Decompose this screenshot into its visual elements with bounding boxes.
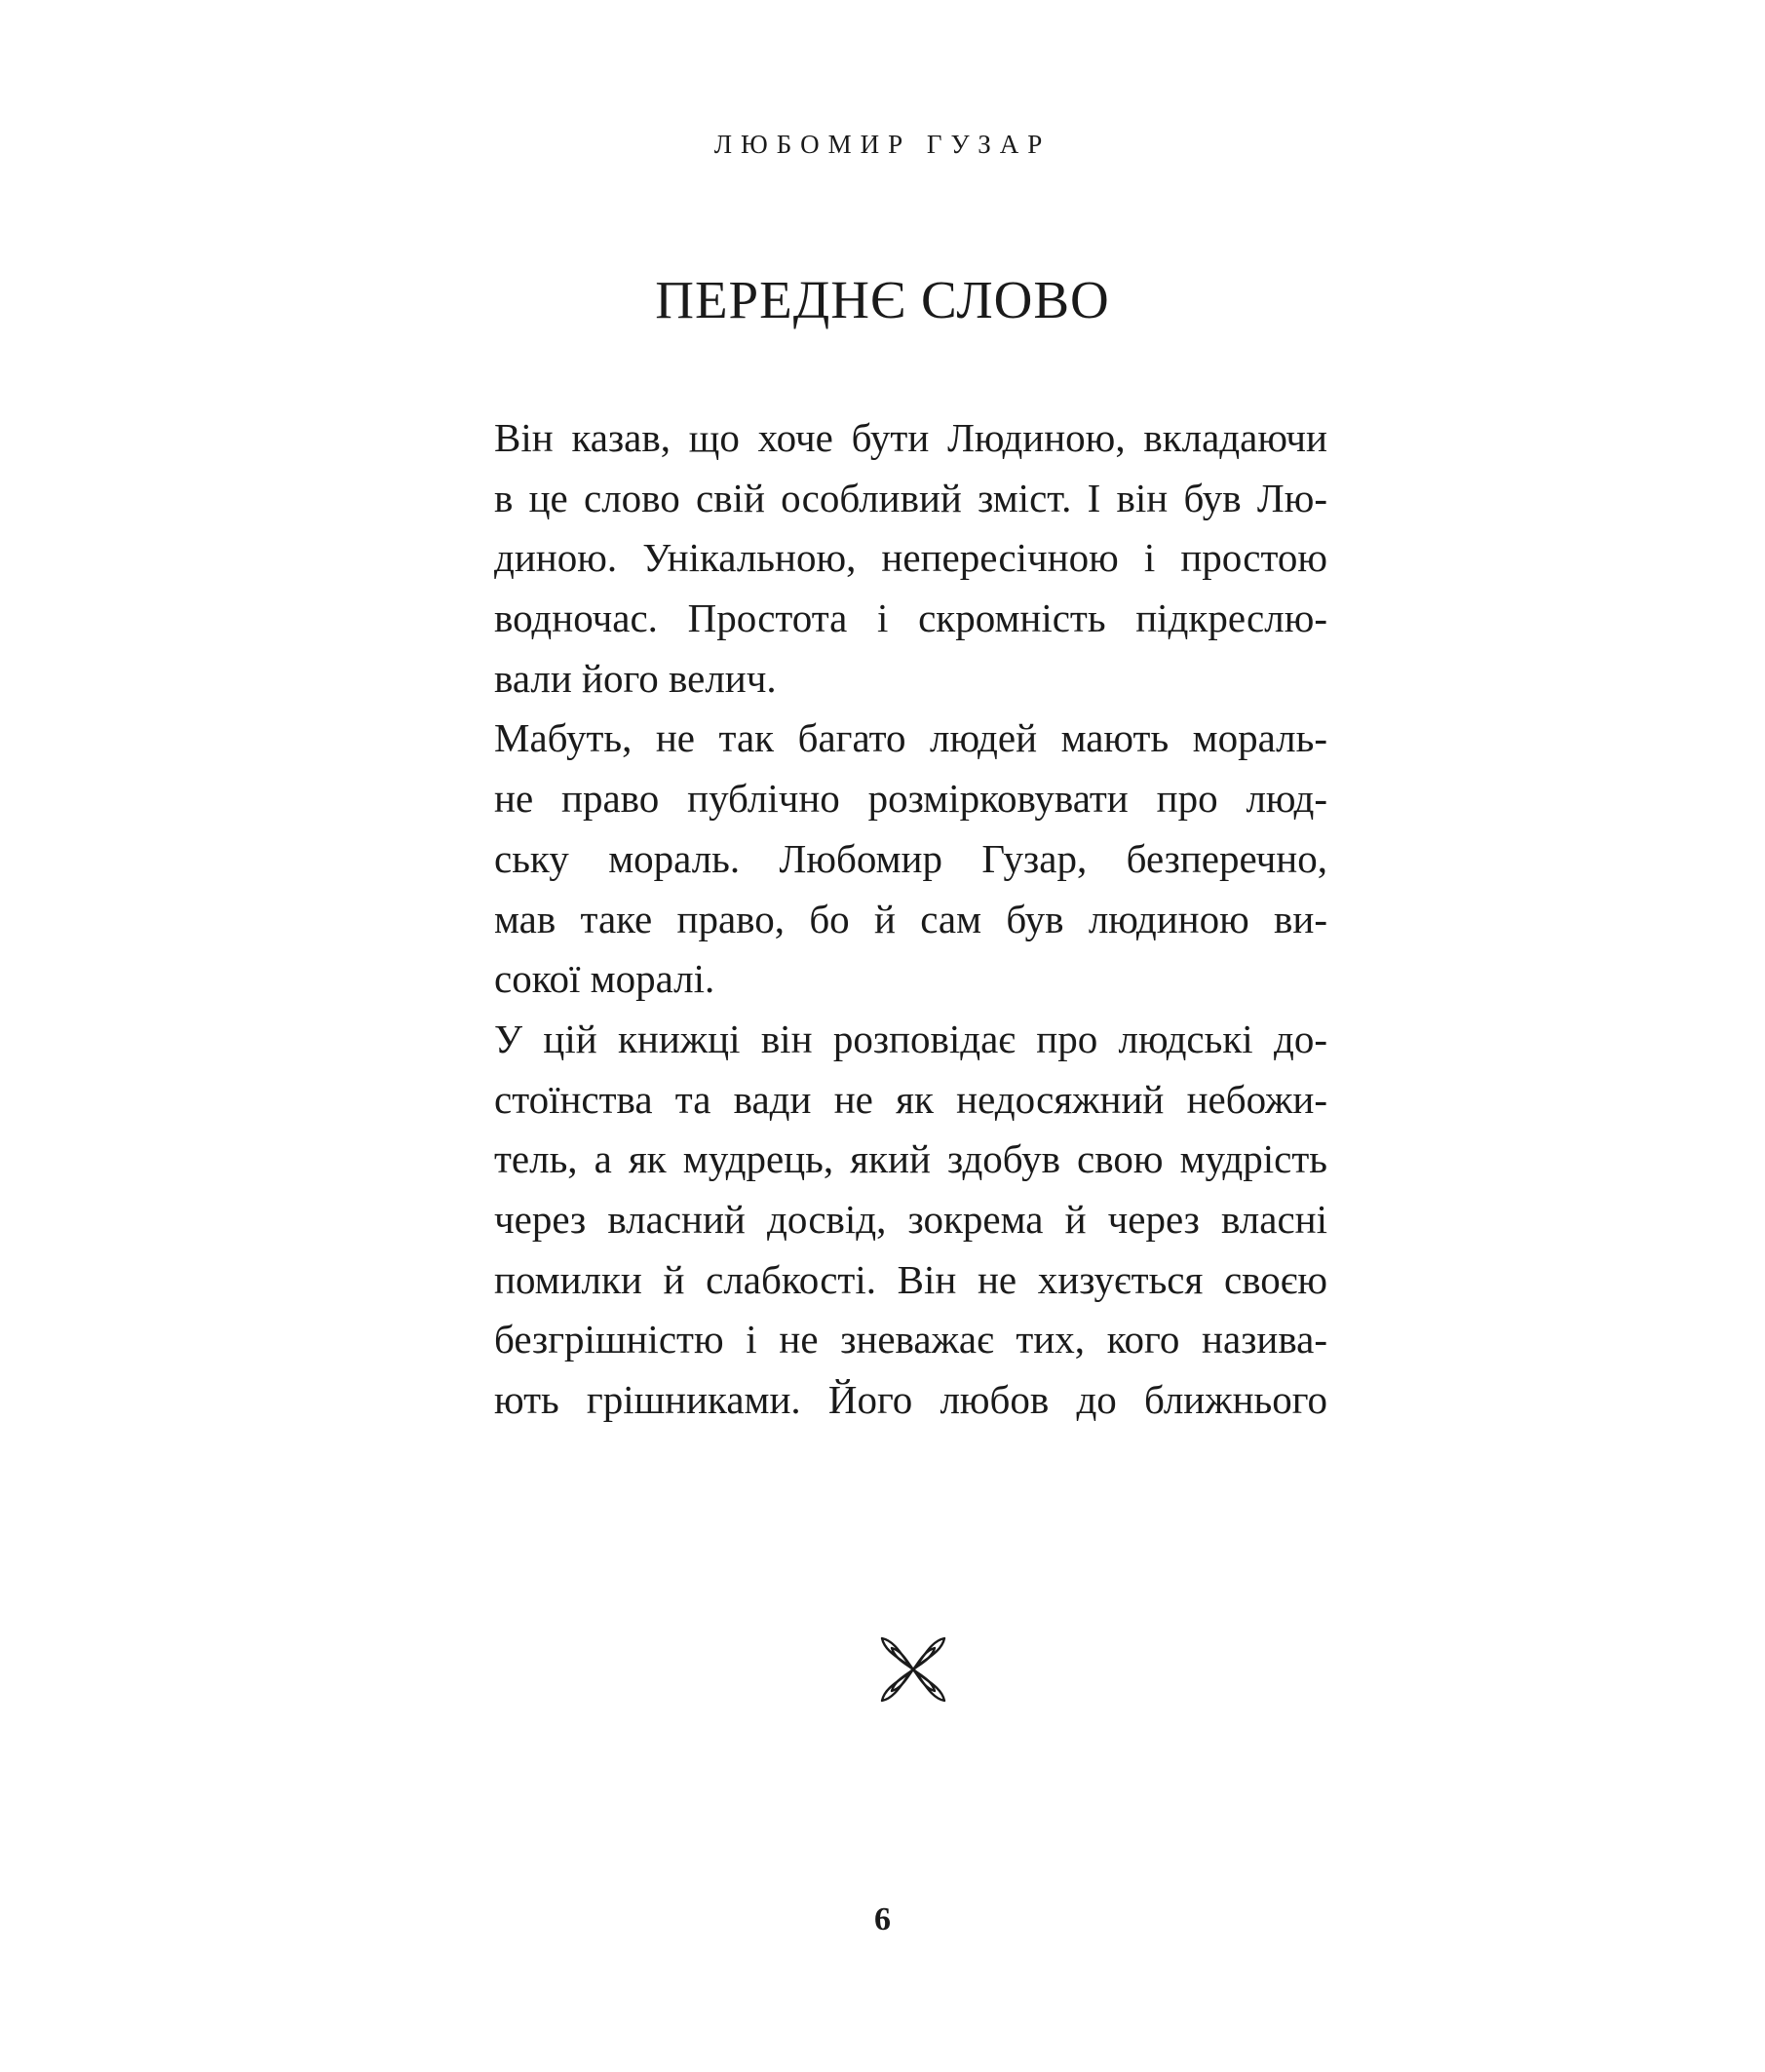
text-line: водночас. Простота і скромність підкреслю- xyxy=(494,595,1327,641)
page-number: 6 xyxy=(874,1901,891,1938)
chapter-title: ПЕРЕДНЄ СЛОВО xyxy=(655,270,1110,329)
text-line: тель, а як мудрець, який здобув свою мудрість xyxy=(494,1136,1327,1182)
text-line: ську мораль. Любомир Гузар, безперечно, xyxy=(494,835,1327,881)
text-line: Мабуть, не так багато людей мають мораль- xyxy=(494,715,1327,761)
text-line: помилки й слабкості. Він не хизується своєю xyxy=(494,1256,1327,1302)
text-line: в це слово свій особливий зміст. І він був Лю- xyxy=(494,475,1327,520)
text-line: ють грішниками. Його любов до ближнього xyxy=(494,1377,1327,1422)
text-line: диною. Унікальною, непересічною і простою xyxy=(494,535,1327,581)
four-petal-ornament-icon xyxy=(879,1635,947,1704)
body-text xyxy=(494,408,1327,1431)
text-line: через власний досвід, зокрема й через власні xyxy=(494,1196,1327,1242)
text-line: Він казав, що хоче бути Людиною, вкладаючи xyxy=(494,415,1327,460)
text-line: сокої моралі. xyxy=(494,956,715,1002)
text-line: У цій книжці він розповідає про людські до- xyxy=(494,1016,1327,1061)
text-line: стоїнства та вади не як недосяжний небожи- xyxy=(494,1076,1327,1122)
text-line: безгрішністю і не зневажає тих, кого назива- xyxy=(494,1317,1327,1362)
text-line: мав таке право, бо й сам був людиною ви- xyxy=(494,896,1327,941)
text-line: не право публічно розмірковувати про люд- xyxy=(494,776,1327,822)
text-line: вали його велич. xyxy=(494,655,777,701)
running-head: ЛЮБОМИР ГУЗАР xyxy=(713,130,1052,159)
